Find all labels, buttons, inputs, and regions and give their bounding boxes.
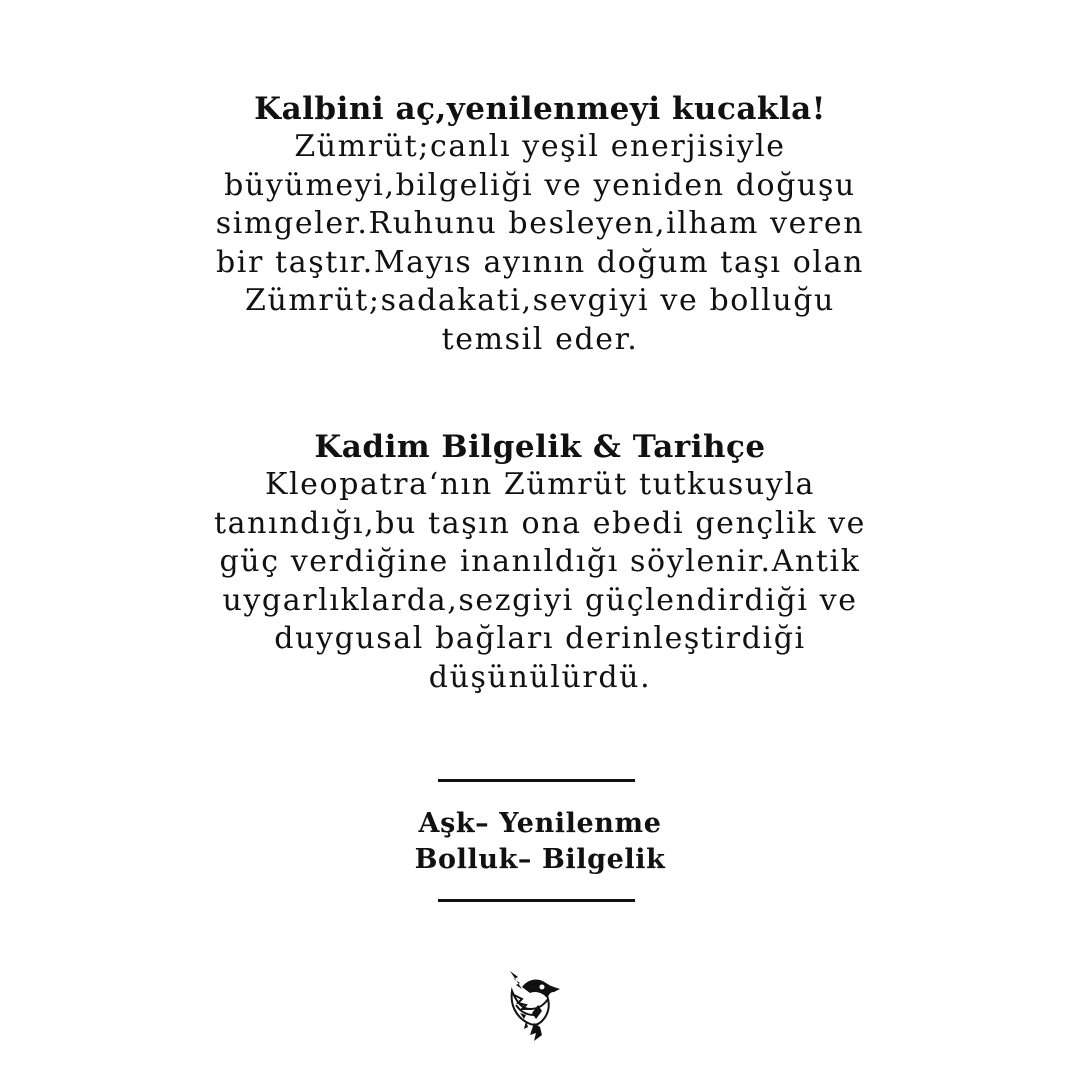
history-line: duygusal bağları derinleştirdiği [274,621,806,656]
bird-logo-icon [504,965,566,1045]
intro-line: büyümeyi,bilgeliği ve yeniden doğuşu [224,167,856,203]
tag-line-abundance-wisdom: Bolluk– Bilgelik [414,844,666,875]
history-paragraph [140,466,940,697]
history-line: düşünülürdü. [428,659,652,695]
tag-line-love-renewal: Aşk– Yenilenme [418,808,662,839]
history-section [140,428,940,697]
intro-line: simgeler.Ruhunu besleyen,ilham veren [215,206,865,241]
intro-line: temsil eder. [441,321,639,357]
attribute-tags [340,806,740,878]
intro-line: Zümrüt;sadakati,sevgiyi ve bolluğu [245,283,835,318]
intro-heading: Kalbini aç,yenilenmeyi kucakla! [254,91,826,127]
history-line: Kleopatra‘nın Zümrüt tutkusuyla [264,467,816,502]
intro-line: bir taştır.Mayıs ayının doğum taşı olan [215,244,865,280]
intro-section [140,90,940,359]
intro-line: Zümrüt;canlı yeşil enerjisiyle [294,129,786,164]
top-divider [438,779,635,782]
history-line: güç verdiğine inanıldığı söylenir.Antik [219,544,861,579]
intro-paragraph [140,128,940,359]
history-line: uygarlıklarda,sezgiyi güçlendirdiği ve [222,582,858,618]
bottom-divider [438,899,635,902]
history-line: tanındığı,bu taşın ona ebedi gençlik ve [213,505,867,541]
history-heading: Kadim Bilgelik & Tarihçe [314,429,766,465]
